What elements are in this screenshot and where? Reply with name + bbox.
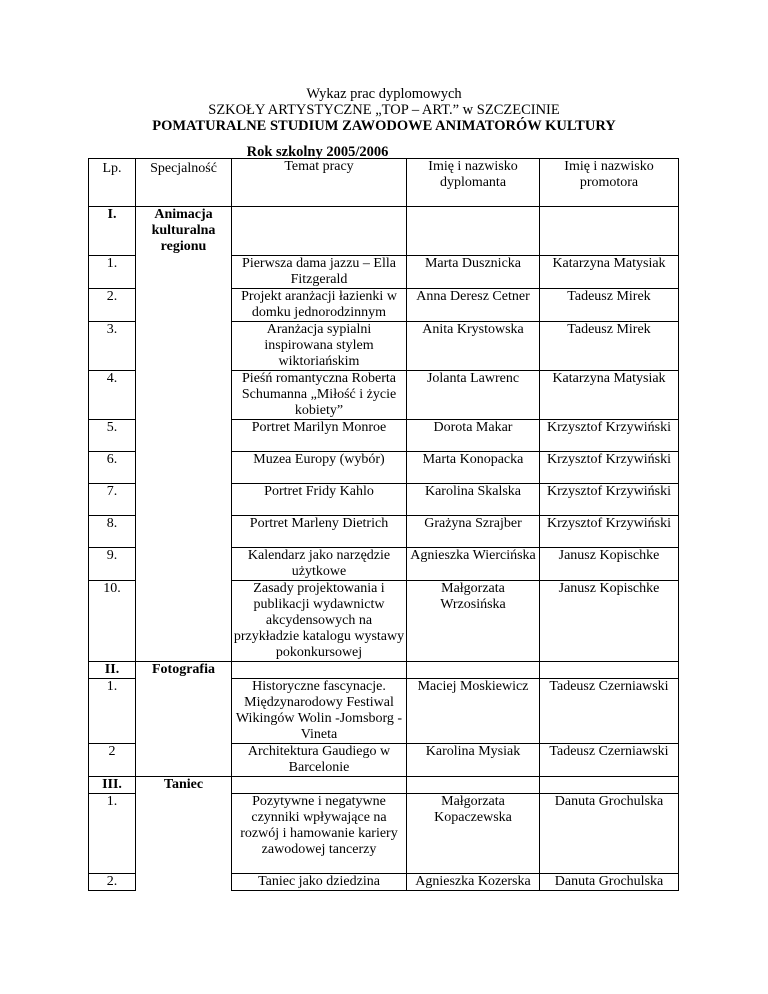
table-row: [89, 370, 679, 419]
table-row: [89, 255, 679, 288]
row-number: 1.: [89, 793, 136, 873]
row-number: 8.: [89, 515, 136, 547]
student-cell: Anna Deresz Cetner: [407, 288, 540, 321]
student-cell: Małgorzata Kopaczewska: [407, 793, 540, 873]
topic-cell: Pieśń romantyczna Roberta Schumanna „Miłość i życie kobiety”: [232, 370, 407, 419]
header-line-1: Wykaz prac dyplomowych: [306, 86, 462, 102]
spec-cell: [136, 370, 232, 419]
spec-cell: [136, 793, 232, 873]
table-row: [89, 483, 679, 515]
row-number: 4.: [89, 370, 136, 419]
promoter-cell: Janusz Kopischke: [540, 580, 679, 661]
row-number: 2.: [89, 288, 136, 321]
topic-cell: Portret Marleny Dietrich: [232, 515, 407, 547]
empty-cell: [232, 207, 407, 256]
student-cell: Agnieszka Kozerska: [407, 873, 540, 890]
section-number: III.: [89, 776, 136, 793]
spec-cell: [136, 743, 232, 776]
spec-cell: [136, 483, 232, 515]
spec-cell: [136, 515, 232, 547]
row-number: 2: [89, 743, 136, 776]
table-row: [89, 580, 679, 661]
header-student: Imię i nazwisko dyplomanta: [407, 159, 540, 207]
table-row: [89, 873, 679, 890]
spec-cell: [136, 288, 232, 321]
empty-cell: [540, 207, 679, 256]
row-number: 9.: [89, 547, 136, 580]
topic-cell: Pierwsza dama jazzu – Ella Fitzgerald: [232, 255, 407, 288]
topic-cell: Taniec jako dziedzina: [232, 873, 407, 890]
student-cell: Marta Dusznicka: [407, 255, 540, 288]
promoter-cell: Danuta Grochulska: [540, 793, 679, 873]
topic-cell: Projekt aranżacji łazienki w domku jednorodzinnym: [232, 288, 407, 321]
spec-cell: [136, 580, 232, 661]
table-row: [89, 515, 679, 547]
header-lp: Lp.: [89, 159, 136, 207]
promoter-cell: Krzysztof Krzywiński: [540, 483, 679, 515]
row-number: 2.: [89, 873, 136, 890]
header-line-2: SZKOŁY ARTYSTYCZNE „TOP – ART.” w SZCZECINIE: [208, 102, 560, 118]
header-line-3: POMATURALNE STUDIUM ZAWODOWE ANIMATORÓW KULTURY: [152, 118, 616, 134]
table-row: [89, 793, 679, 873]
thesis-table: [88, 158, 679, 891]
promoter-cell: Tadeusz Mirek: [540, 288, 679, 321]
section-row: [89, 776, 679, 793]
promoter-cell: Krzysztof Krzywiński: [540, 451, 679, 483]
topic-cell: Portret Fridy Kahlo: [232, 483, 407, 515]
table-row: [89, 288, 679, 321]
empty-cell: [232, 776, 407, 793]
topic-cell: Zasady projektowania i publikacji wydawnictw akcydensowych na przykładzie katalogu wystawy pokonkursowej: [232, 580, 407, 661]
topic-cell: Muzea Europy (wybór): [232, 451, 407, 483]
row-number: 1.: [89, 678, 136, 743]
row-number: 3.: [89, 321, 136, 370]
promoter-cell: Krzysztof Krzywiński: [540, 515, 679, 547]
section-name: Taniec: [136, 776, 232, 793]
table-header-row: [89, 159, 679, 207]
empty-cell: [407, 207, 540, 256]
table-row: [89, 419, 679, 451]
promoter-cell: Katarzyna Matysiak: [540, 370, 679, 419]
empty-cell: [407, 661, 540, 678]
section-row: [89, 207, 679, 256]
empty-cell: [540, 661, 679, 678]
section-name: Fotografia: [136, 661, 232, 678]
row-number: 1.: [89, 255, 136, 288]
promoter-cell: Janusz Kopischke: [540, 547, 679, 580]
header-topic: Temat pracy: [232, 159, 407, 207]
promoter-cell: Tadeusz Czerniawski: [540, 743, 679, 776]
student-cell: Jolanta Lawrenc: [407, 370, 540, 419]
empty-cell: [407, 776, 540, 793]
section-number: I.: [89, 207, 136, 256]
topic-cell: Kalendarz jako narzędzie użytkowe: [232, 547, 407, 580]
header-promoter: Imię i nazwisko promotora: [540, 159, 679, 207]
empty-cell: [232, 661, 407, 678]
table-row: [89, 743, 679, 776]
student-cell: Karolina Skalska: [407, 483, 540, 515]
row-number: 7.: [89, 483, 136, 515]
spec-cell: [136, 873, 232, 890]
spec-cell: [136, 321, 232, 370]
student-cell: Karolina Mysiak: [407, 743, 540, 776]
spec-cell: [136, 451, 232, 483]
spec-cell: [136, 419, 232, 451]
student-cell: Grażyna Szrajber: [407, 515, 540, 547]
row-number: 5.: [89, 419, 136, 451]
promoter-cell: Tadeusz Mirek: [540, 321, 679, 370]
promoter-cell: Katarzyna Matysiak: [540, 255, 679, 288]
header-spec: Specjalność: [136, 159, 232, 207]
table-row: [89, 678, 679, 743]
student-cell: Marta Konopacka: [407, 451, 540, 483]
spec-cell: [136, 255, 232, 288]
student-cell: Maciej Moskiewicz: [407, 678, 540, 743]
empty-cell: [540, 776, 679, 793]
spec-cell: [136, 547, 232, 580]
section-name: Animacja kulturalna regionu: [136, 207, 232, 256]
student-cell: Dorota Makar: [407, 419, 540, 451]
spec-cell: [136, 678, 232, 743]
table-row: [89, 451, 679, 483]
topic-cell: Portret Marilyn Monroe: [232, 419, 407, 451]
topic-cell: Aranżacja sypialni inspirowana stylem wiktoriańskim: [232, 321, 407, 370]
promoter-cell: Danuta Grochulska: [540, 873, 679, 890]
topic-cell: Architektura Gaudiego w Barcelonie: [232, 743, 407, 776]
row-number: 6.: [89, 451, 136, 483]
promoter-cell: Krzysztof Krzywiński: [540, 419, 679, 451]
document-header: [0, 86, 768, 134]
promoter-cell: Tadeusz Czerniawski: [540, 678, 679, 743]
row-number: 10.: [89, 580, 136, 661]
topic-cell: Historyczne fascynacje. Międzynarodowy Festiwal Wikingów Wolin -Jomsborg - Vineta: [232, 678, 407, 743]
section-row: [89, 661, 679, 678]
student-cell: Anita Krystowska: [407, 321, 540, 370]
section-number: II.: [89, 661, 136, 678]
table-row: [89, 547, 679, 580]
school-year: Rok szkolny 2005/2006: [246, 144, 389, 160]
table-row: [89, 321, 679, 370]
student-cell: Agnieszka Wiercińska: [407, 547, 540, 580]
topic-cell: Pozytywne i negatywne czynniki wpływające na rozwój i hamowanie kariery zawodowej tancerzy: [232, 793, 407, 873]
student-cell: Małgorzata Wrzosińska: [407, 580, 540, 661]
